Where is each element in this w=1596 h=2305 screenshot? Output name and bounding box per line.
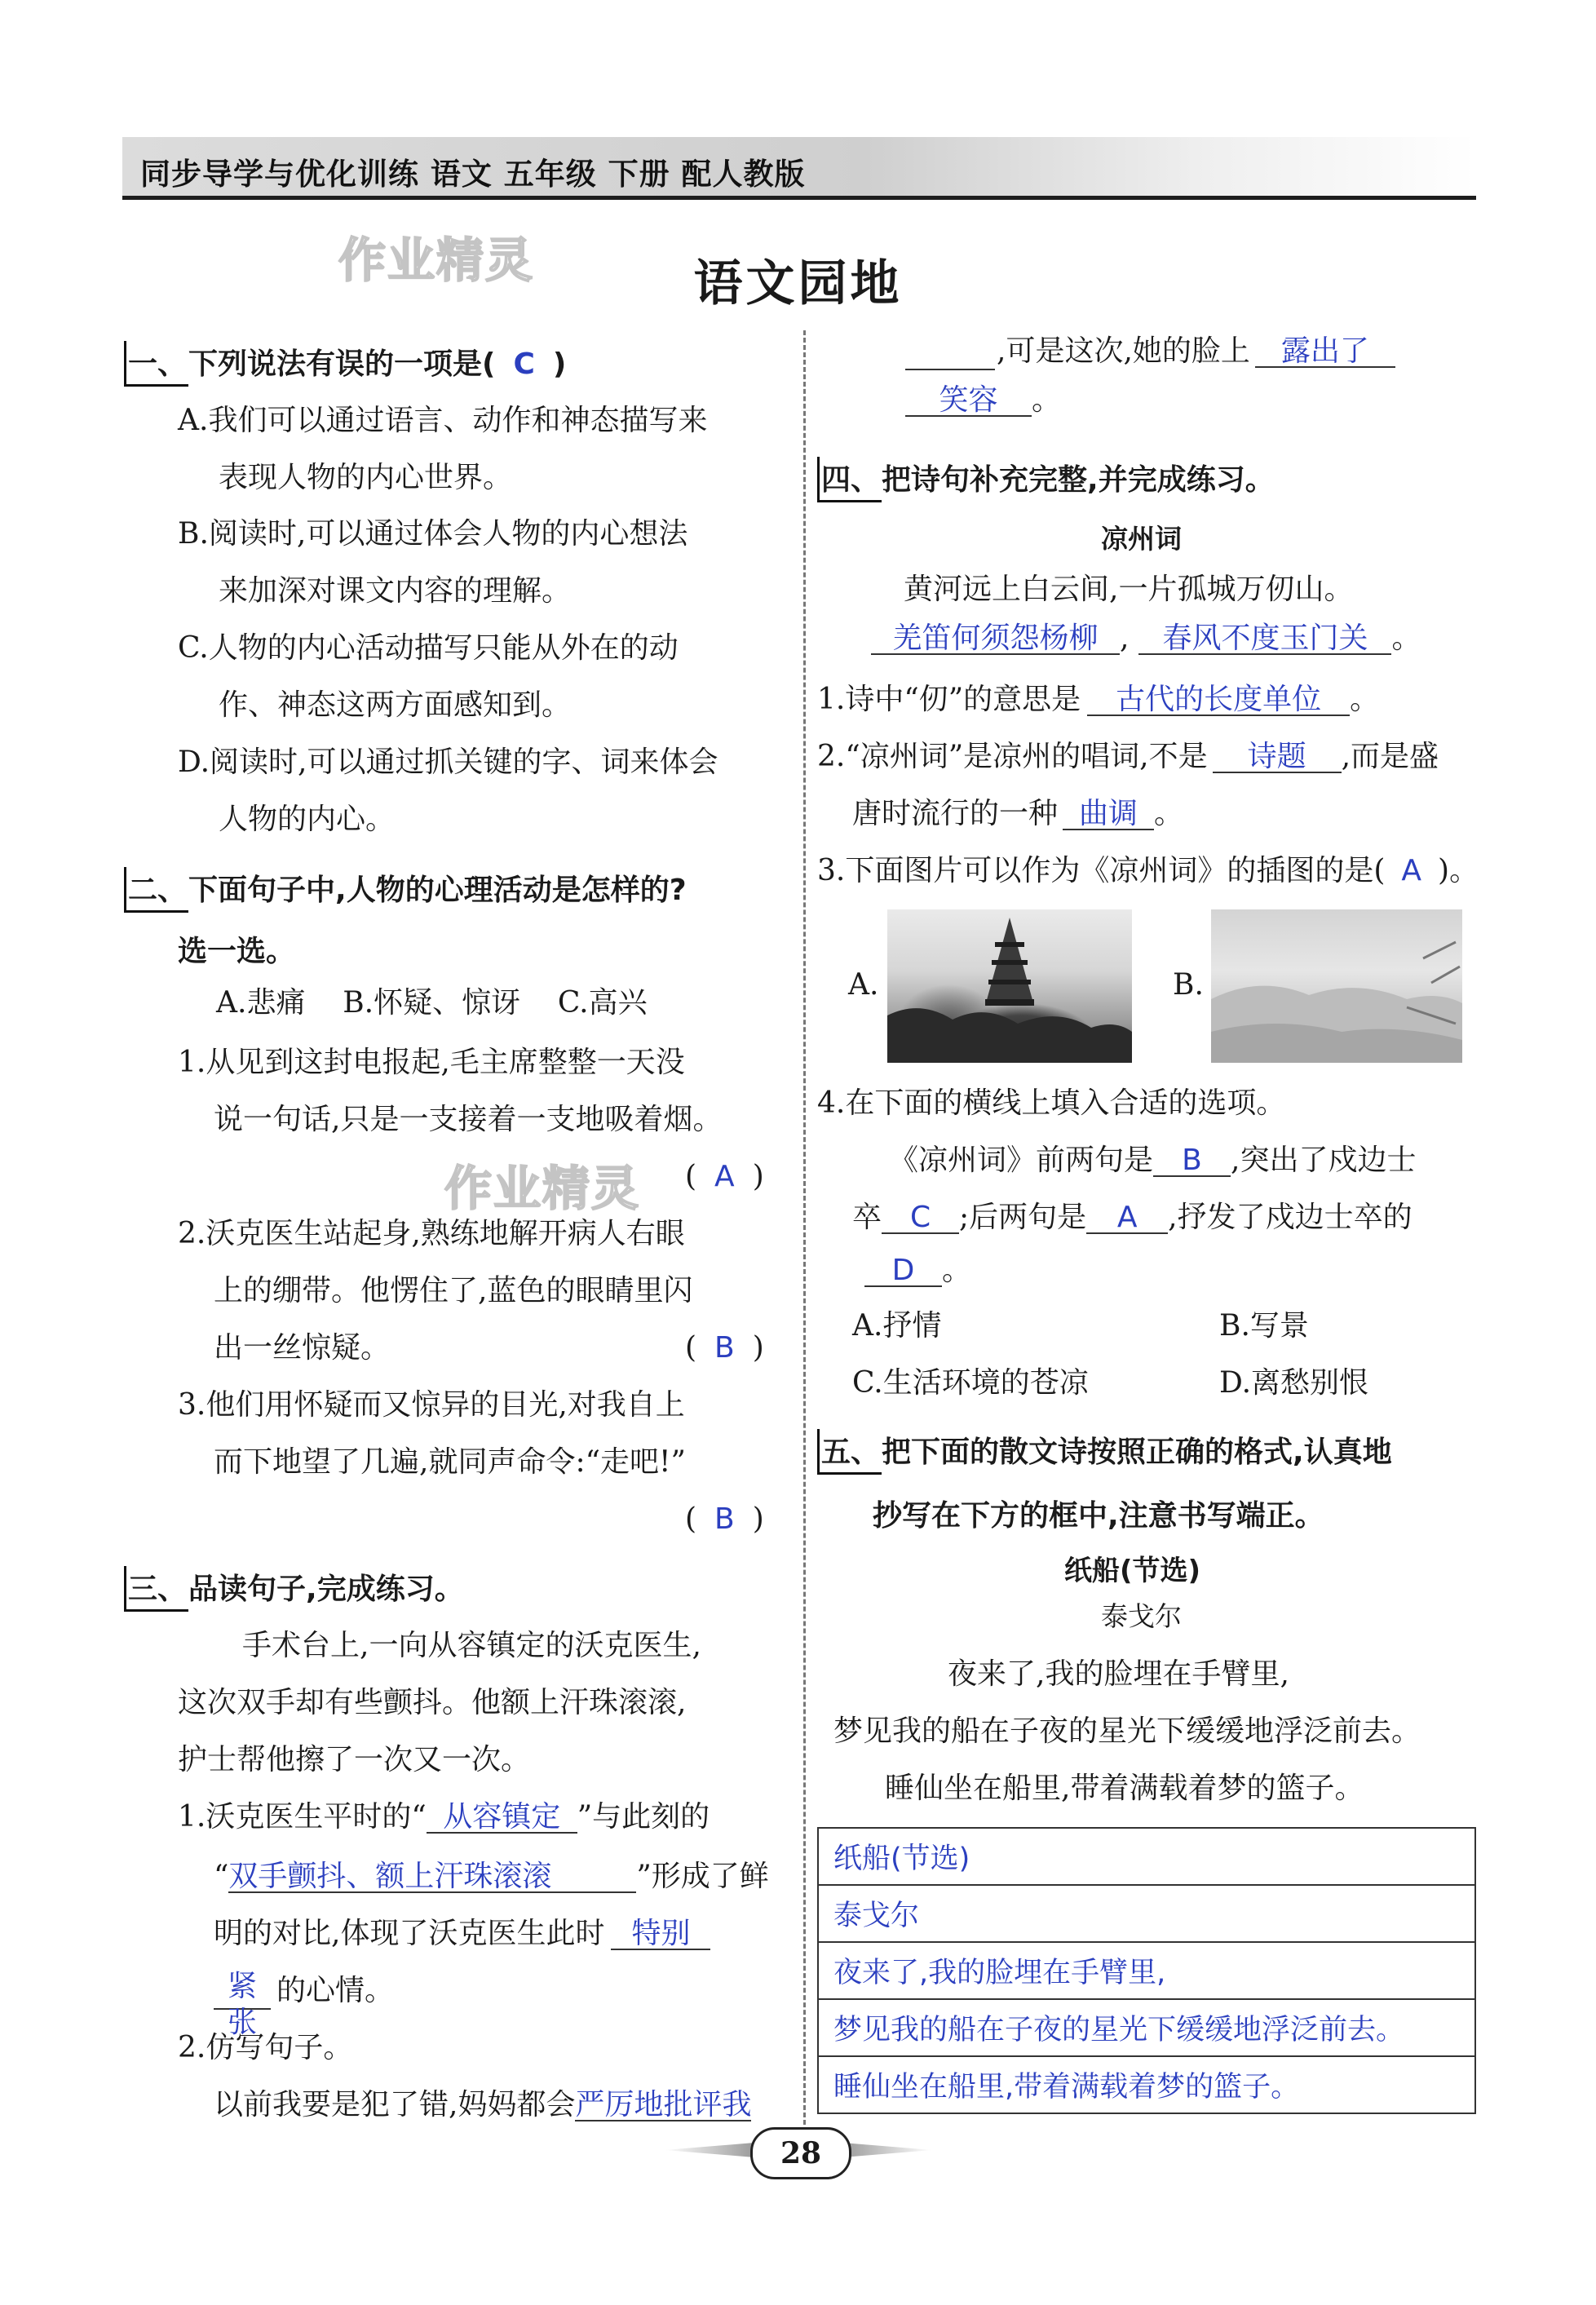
answer-blank: 从容镇定 — [427, 1803, 577, 1834]
q4-item-3: 3.下面图片可以作为《凉州词》的插图的是( A )。 — [817, 854, 1479, 887]
q3-sub1-line: 1.沃克医生平时的“ 从容镇定 ”与此刻的 — [178, 1800, 710, 1834]
q2-item-line: 出一丝惊疑。 — [214, 1331, 391, 1365]
poem-author: 泰戈尔 — [1101, 1600, 1182, 1632]
q4-item-2-cont: 唐时流行的一种 曲调 。 — [852, 797, 1184, 830]
illustration-option-b — [1211, 909, 1462, 1063]
section-number: 一、 — [124, 341, 188, 387]
q3-sub2-label: 2.仿写句子。 — [178, 2031, 353, 2064]
section-number: 四、 — [817, 457, 882, 502]
answer-blank: 曲调 — [1063, 799, 1154, 830]
q1-option-line: 人物的内心。 — [219, 803, 396, 836]
q1-option-line: D.阅读时,可以通过抓关键的字、词来体会 — [178, 745, 718, 779]
header-rule — [122, 196, 1476, 200]
q3-sub1-end: 的心情。 — [276, 1974, 395, 2007]
page-number-ornament — [665, 2143, 754, 2157]
q2-item-line: 2.沃克医生站起身,熟练地解开病人右眼 — [178, 1217, 685, 1250]
q4-item-4-line: D 。 — [864, 1256, 971, 1287]
watermark: 作业精灵 — [338, 232, 535, 288]
answer: A — [1401, 854, 1422, 887]
answer-blank: 特别 — [611, 1919, 710, 1950]
q4-choice: C.生活环境的苍凉 — [852, 1366, 1089, 1400]
q1-option-line: C.人物的内心活动描写只能从外在的动 — [178, 631, 679, 665]
question-1-heading — [124, 341, 566, 387]
answer-blank: D — [864, 1256, 942, 1287]
answer-blank: 春风不度玉门关 — [1138, 624, 1391, 655]
answer-fragment: 紧 — [228, 1970, 258, 2003]
q3-passage-line: 这次双手却有些颤抖。他额上汗珠滚滚, — [178, 1686, 687, 1719]
answer: B — [714, 1331, 735, 1365]
question-5-heading — [817, 1429, 1392, 1475]
q1-option-line: B.阅读时,可以通过体会人物的内心想法 — [178, 517, 688, 551]
q4-item-4-line: 《凉州词》前两句是 B ,突出了戍边士 — [889, 1144, 1417, 1177]
copy-box-row: 睡仙坐在船里,带着满载着梦的篮子。 — [818, 2056, 1475, 2113]
q3-passage-line: 手术台上,一向从容镇定的沃克医生, — [242, 1629, 701, 1662]
q2-item-line: 而下地望了几遍,就同声命令:“走吧!” — [214, 1445, 686, 1479]
poem-line-answer: 羌笛何须怨杨柳 , 春风不度玉门关 。 — [871, 624, 1421, 655]
question-prompt: 下列说法有误的一项是( — [188, 347, 496, 381]
section-number: 五、 — [817, 1429, 882, 1475]
answer-blank: A — [1086, 1203, 1168, 1234]
answer-blank: B — [1153, 1146, 1231, 1177]
question-prompt: 品读句子,完成练习。 — [188, 1573, 464, 1606]
copy-box — [817, 1827, 1476, 2114]
question-prompt: 把诗句补充完整,并完成练习。 — [882, 463, 1275, 497]
answer-fragment: 张 — [228, 2006, 258, 2039]
watermark: 作业精灵 — [444, 1161, 641, 1216]
q4-choice: A.抒情 — [852, 1309, 942, 1343]
q3-sub2-line: 以前我要是犯了错,妈妈都会严厉地批评我 — [214, 2088, 752, 2121]
q2-item-line: 说一句话,只是一支接着一支地吸着烟。 — [214, 1103, 723, 1136]
q3-sub1-line: 明的对比,体现了沃克医生此时 特别 — [214, 1919, 710, 1950]
q2-answer-paren: ( B ) — [685, 1502, 764, 1536]
q2-item-line: 3.他们用怀疑而又惊异的目光,对我自上 — [178, 1388, 685, 1422]
misty-landscape-image — [1211, 909, 1462, 1063]
answer-blank: 羌笛何须怨杨柳 — [871, 624, 1120, 655]
question-prompt: 把下面的散文诗按照正确的格式,认真地 — [882, 1436, 1392, 1469]
question-2-prompt-cont: 选一选。 — [178, 935, 296, 968]
q1-option-line: 来加深对课文内容的理解。 — [219, 574, 572, 608]
q3-sub2-line: 笑容 。 — [905, 386, 1061, 417]
illustration-option-a — [887, 909, 1132, 1063]
copy-box-row: 梦见我的船在子夜的星光下缓缓地浮泛前去。 — [818, 1999, 1475, 2056]
q1-option-line: 作、神态这两方面感知到。 — [219, 688, 572, 722]
section-number: 三、 — [124, 1566, 188, 1612]
question-4-heading — [817, 457, 1275, 502]
q2-options: A.悲痛 B.怀疑、惊讶 C.高兴 — [216, 986, 648, 1020]
tower-landscape-image — [887, 909, 1132, 1063]
image-option-label: B. — [1173, 968, 1204, 1002]
answer-blank: 诗题 — [1213, 742, 1342, 773]
answer-blank: 严厉地批评我 — [575, 2088, 752, 2121]
copy-box-row: 夜来了,我的脸埋在手臂里, — [818, 1942, 1475, 1999]
q4-choice: B.写景 — [1219, 1309, 1309, 1343]
page-number-ornament — [842, 2143, 932, 2157]
question-5-prompt-cont: 抄写在下方的框中,注意书写端正。 — [873, 1499, 1324, 1533]
copy-box-row: 纸船(节选) — [818, 1828, 1475, 1885]
poem-line: 夜来了,我的脸埋在手臂里, — [948, 1657, 1289, 1691]
column-divider — [803, 330, 806, 2125]
answer-blank: 双手颤抖、额上汗珠滚滚 — [228, 1862, 636, 1893]
q1-option-line: 表现人物的内心世界。 — [219, 461, 513, 494]
q3-sub1-line: “双手颤抖、额上汗珠滚滚 ”形成了鲜 — [214, 1860, 769, 1893]
q2-answer-paren: ( A ) — [685, 1160, 764, 1193]
poem-title: 凉州词 — [1101, 523, 1182, 555]
answer: C — [513, 347, 535, 381]
q2-item-line: 1.从见到这封电报起,毛主席整整一天没 — [178, 1046, 685, 1079]
answer: A — [714, 1160, 735, 1193]
question-prompt: 下面句子中,人物的心理活动是怎样的? — [188, 874, 687, 907]
q3-passage-line: 护士帮他擦了一次又一次。 — [178, 1743, 531, 1776]
poem-line: 梦见我的船在子夜的星光下缓缓地浮泛前去。 — [833, 1714, 1421, 1748]
answer-blank: C — [882, 1203, 959, 1234]
q2-answer-paren: ( B ) — [685, 1331, 764, 1365]
page-title: 语文园地 — [693, 255, 903, 312]
answer-blank: 露出了 — [1255, 337, 1395, 368]
q4-choice: D.离愁别恨 — [1219, 1366, 1369, 1400]
answer-blank-line — [905, 367, 995, 370]
copy-box-row: 泰戈尔 — [818, 1885, 1475, 1942]
q3-sub2-line: ,可是这次,她的脸上 露出了 — [997, 337, 1395, 368]
q1-option-line: A.我们可以通过语言、动作和神态描写来 — [178, 404, 708, 437]
poem-line: 黄河远上白云间,一片孤城万仞山。 — [904, 573, 1354, 606]
q4-item-4: 4.在下面的横线上填入合适的选项。 — [817, 1086, 1286, 1120]
q4-item-4-line: 卒 C ;后两句是 A ,抒发了戍边士卒的 — [852, 1201, 1413, 1234]
answer-blank: 古代的长度单位 — [1087, 685, 1350, 716]
question-3-heading — [124, 1566, 464, 1612]
image-option-label: A. — [848, 968, 879, 1002]
header-text: 同步导学与优化训练 语文 五年级 下册 配人教版 — [140, 156, 806, 192]
poem-line: 睡仙坐在船里,带着满载着梦的篮子。 — [885, 1772, 1364, 1805]
question-2-heading — [124, 867, 687, 913]
q2-item-line: 上的绷带。他愣住了,蓝色的眼睛里闪 — [214, 1274, 693, 1307]
paren-close: ) — [552, 347, 567, 381]
answer-blank: 笑容 — [905, 386, 1032, 417]
q4-item-2: 2.“凉州词”是凉州的唱词,不是 诗题 ,而是盛 — [817, 740, 1439, 773]
section-number: 二、 — [124, 867, 188, 913]
poem-title: 纸船(节选) — [1064, 1555, 1201, 1587]
answer: B — [714, 1502, 735, 1536]
page-number: 28 — [750, 2127, 851, 2179]
q4-item-1: 1.诗中“仞”的意思是 古代的长度单位 。 — [817, 683, 1380, 716]
